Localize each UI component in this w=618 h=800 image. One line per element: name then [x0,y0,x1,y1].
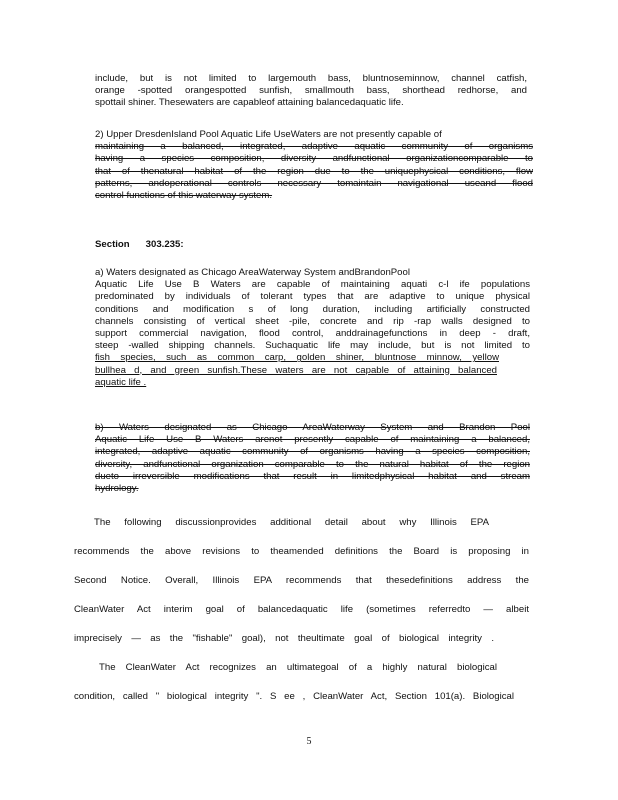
text-line: Aquatic Life Use B Waters arenot presently capable of maintaining a balanced, [95,434,530,446]
text-line: spottail shiner. Thesewaters are capableof attaining balancedaquatic life. [95,97,404,109]
text-line: b) Waters designated as Chicago AreaWaterway System and Brandon Pool [95,422,530,433]
text-line: diversity, andfunctional organization comparable to the natural habitat of the region [95,458,530,470]
text-line: orange -spotted orangespotted sunfish, smallmouth bass, shorthead redhorse, and [95,85,527,97]
text-line: 2) Upper DresdenIsland Pool Aquatic Life UseWaters are not presently capable of [95,129,442,140]
paragraph-waters-a [95,267,530,389]
text-line: dueto irreversible modifications that result in limitedphysical habitat and stream [95,470,530,482]
text-line: imprecisely — as the "fishable" goal), not theultimate goal of biological integrity . [74,633,494,644]
paragraph-fish-species [95,73,527,110]
text-line: control functions of this waterway system. [95,189,273,201]
text-line: bullhea d, and green sunfish.These waters are not capable of attaining balanced [95,364,497,376]
text-line: recommends the above revisions to theamended definitions the Board is proposing in [74,546,529,557]
text-line: support commercial navigation, flood control, anddrainagefunctions in deep - draft, [95,327,530,339]
text-line: fish species, such as common carp, golden shiner, bluntnose minnow, yellow [95,352,499,364]
paragraph-upper-dresden-deleted [95,129,533,202]
text-line: channels consisting of vertical sheet -pile, concrete and rip -rap walls designed to [95,315,530,327]
text-line: patterns, andoperational controls necessary tomaintain navigational useand flood [95,177,533,189]
text-line: Second Notice. Overall, Illinois EPA recommends that thesedefinitions address the [74,575,529,586]
text-line: integrated, adaptive aquatic community of organisms having a species composition, [95,446,530,458]
text-line: conditions and modification s of long duration, including artificially constructed [95,303,530,315]
text-line: a) Waters designated as Chicago AreaWaterway System andBrandonPool [95,267,410,278]
text-line: Aquatic Life Use B Waters are capable of maintaining aquati c-l ife populations [95,279,530,291]
text-line: include, but is not limited to largemouth bass, bluntnoseminnow, channel catfish, [95,73,527,84]
text-line: The CleanWater Act recognizes an ultimategoal of a highly natural biological [99,662,497,673]
text-line: hydrology. [95,482,139,494]
paragraph-discussion [74,517,529,707]
text-line: steep -walled shipping channels. Suchaquatic life may include, but is not limited to [95,340,530,352]
text-line: CleanWater Act interim goal of balancedaquatic life (sometimes referredto — albeit [74,604,529,615]
paragraph-waters-b-deleted [95,422,530,495]
text-line: having a species composition, diversity andfunctional organizationcomparable to [95,153,533,165]
text-line: aquatic life . [95,376,147,388]
text-line: The following discussionprovides additional detail about why Illinois EPA [94,517,489,528]
text-line: maintaining a balanced, integrated, adaptive aquatic community of organisms [95,141,533,153]
page-number: 5 [306,736,312,747]
text-line: condition, called " biological integrity ". S ee , CleanWater Act, Section 101(a). Biological [74,691,514,702]
text-line: predominated by individuals of tolerant types that are adaptive to unique physical [95,291,530,303]
text-line: that of thenatural habitat of the region due to the uniquephysical conditions, flow [95,165,533,177]
section-heading: Section 303.235: [95,239,184,250]
